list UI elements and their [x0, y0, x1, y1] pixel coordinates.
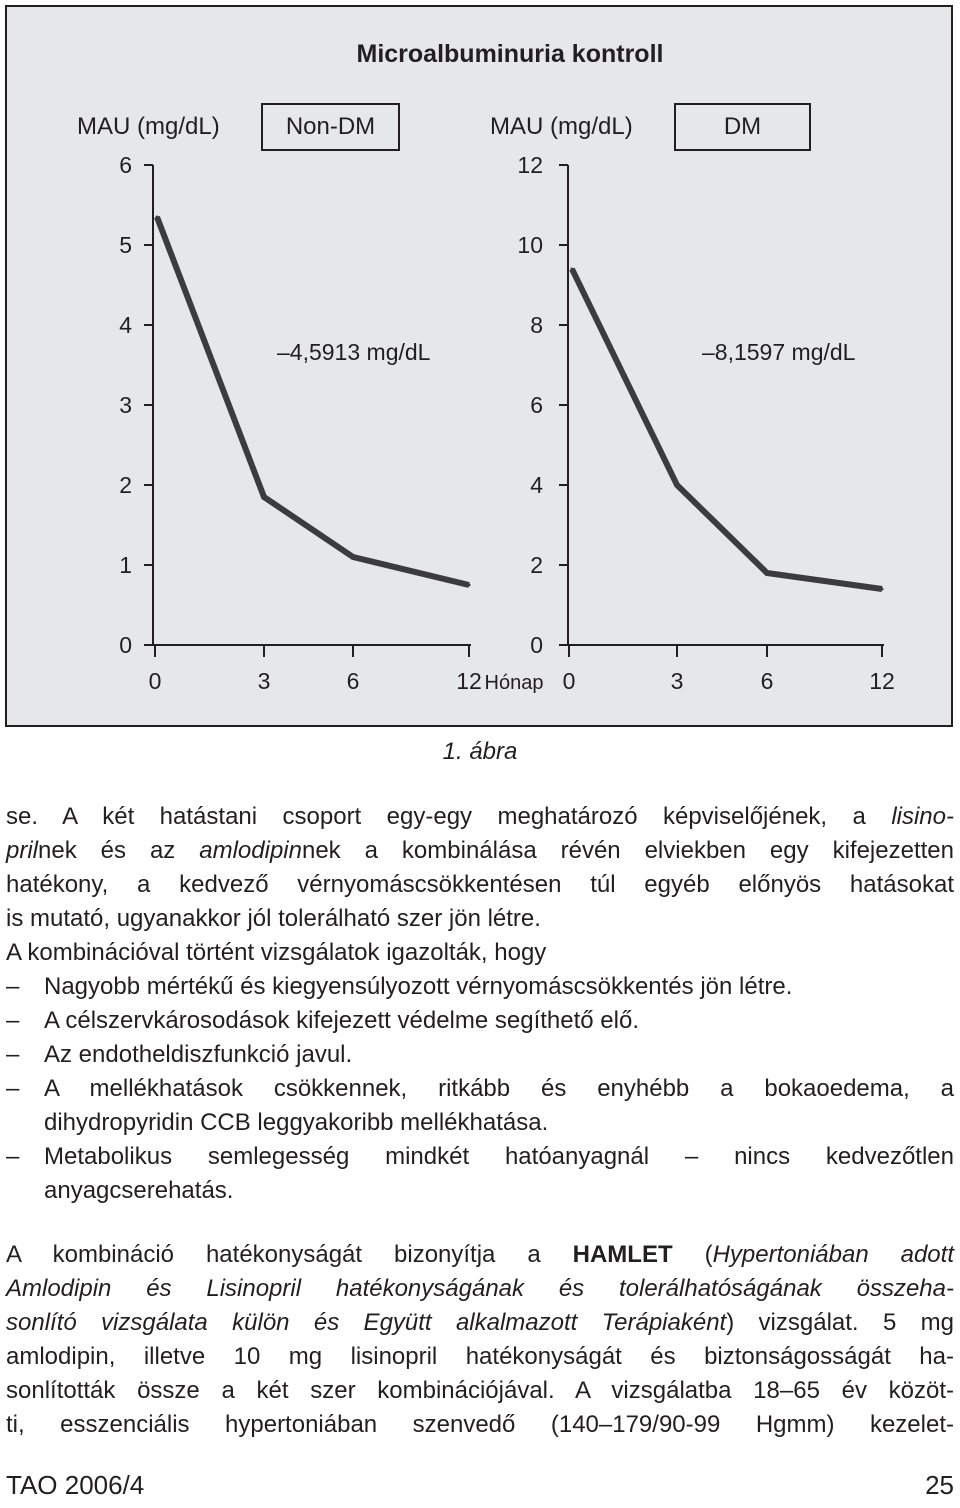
list-item: – A mellékhatások csökkennek, ritkább és enyhébb a bokaoedema, a [6, 1072, 954, 1106]
chart [7, 7, 951, 725]
data-point [766, 572, 769, 575]
x-tick-label: 3 [257, 668, 271, 694]
list-item: – Metabolikus semlegesség mindkét hatóanyagnál – nincs kedvezőtlen [6, 1140, 954, 1174]
figure-caption: 1. ábra [442, 738, 518, 765]
y-tick-label: 4 [119, 312, 132, 338]
y-tick-label: 0 [530, 632, 543, 658]
y-tick-label: 8 [530, 312, 543, 338]
page-number: 25 [925, 1470, 954, 1500]
paragraph-1-line-1: se. A két hatástani csoport egy-egy meghatározó képviselőjének, a lisino- [6, 803, 954, 830]
data-point [468, 584, 471, 587]
x-tick-label: 6 [346, 668, 360, 694]
group-label: DM [723, 113, 762, 140]
x-tick-label: 0 [562, 668, 576, 694]
journal-issue: TAO 2006/4 [6, 1470, 145, 1500]
paragraph-2-line-3: sonlító vizsgálata külön és Együtt alkalmazott Terápiaként) vizsgálat. 5 mg [6, 1309, 954, 1336]
data-point [156, 216, 159, 219]
article-text [6, 800, 954, 1442]
x-tick-label: 3 [670, 668, 684, 694]
paragraph-2-line-1: A kombináció hatékonyságát bizonyítja a HAMLET (Hypertoniában adott [6, 1241, 954, 1268]
y-tick-label: 1 [119, 552, 132, 578]
data-point [263, 496, 266, 499]
x-tick-label: 12 [869, 668, 895, 694]
list-item: – Nagyobb mértékű és kiegyensúlyozott vérnyomáscsökkentés jön létre. [6, 970, 954, 1004]
paragraph-2-line-2: Amlodipin és Lisinopril hatékonyságának és tolerálhatóságának összeha- [6, 1275, 954, 1302]
data-point [676, 484, 679, 487]
data-point [881, 588, 884, 591]
data-point [571, 268, 574, 271]
dash-bullet: – [6, 973, 20, 1000]
data-point [352, 556, 355, 559]
y-axis-label: MAU (mg/dL) [77, 113, 220, 140]
y-tick-label: 2 [119, 472, 132, 498]
change-annotation: –8,1597 mg/dL [702, 339, 856, 365]
y-axis-label: MAU (mg/dL) [490, 113, 633, 140]
paragraph-2-line-4: amlodipin, illetve 10 mg lisinopril hatékonyságát és biztonságosságát ha- [6, 1343, 954, 1370]
dash-bullet: – [6, 1143, 20, 1170]
x-tick-label: 6 [760, 668, 774, 694]
y-tick-label: 5 [119, 232, 132, 258]
y-tick-label: 2 [530, 552, 543, 578]
list-intro: A kombinációval történt vizsgálatok igazolták, hogy [6, 939, 547, 966]
y-tick-label: 10 [517, 232, 543, 258]
y-tick-label: 12 [517, 152, 543, 178]
y-tick-label: 6 [530, 392, 543, 418]
list-item-continuation: anyagcserehatás. [44, 1177, 234, 1204]
list-item-continuation: dihydropyridin CCB leggyakoribb mellékhatása. [44, 1109, 549, 1136]
x-tick-label: 12 [456, 668, 482, 694]
series-line [157, 217, 469, 585]
chart-title: Microalbuminuria kontroll [356, 40, 664, 68]
list-item: – Az endotheldiszfunkció javul. [6, 1038, 954, 1072]
paragraph-2-line-6: ti, esszenciális hypertoniában szenvedő (140–179/90-99 Hgmm) kezelet- [6, 1411, 954, 1438]
paragraph-1-line-2: prilnek és az amlodipinnek a kombinálása révén elviekben egy kifejezetten [6, 837, 954, 864]
paragraph-2-line-5: sonlították össze a két szer kombinációjával. A vizsgálatba 18–65 év közöt- [6, 1377, 954, 1404]
y-tick-label: 3 [119, 392, 132, 418]
x-axis-label: Hónap [484, 672, 544, 694]
x-tick-label: 0 [148, 668, 162, 694]
group-label: Non-DM [285, 113, 376, 140]
change-annotation: –4,5913 mg/dL [277, 339, 431, 365]
paragraph-1-line-4: is mutató, ugyanakkor jól tolerálható szer jön létre. [6, 905, 541, 932]
dash-bullet: – [6, 1007, 20, 1034]
y-tick-label: 4 [530, 472, 543, 498]
paragraph-1-line-3: hatékony, a kedvező vérnyomáscsökkentésen túl egyéb előnyös hatásokat [6, 871, 954, 898]
series-line [572, 269, 882, 589]
list-item: – A célszervkárosodások kifejezett védelme segíthető elő. [6, 1004, 954, 1038]
figure-panel [5, 5, 953, 727]
dash-bullet: – [6, 1041, 20, 1068]
y-tick-label: 0 [119, 632, 132, 658]
y-tick-label: 6 [119, 152, 132, 178]
dash-bullet: – [6, 1075, 20, 1102]
